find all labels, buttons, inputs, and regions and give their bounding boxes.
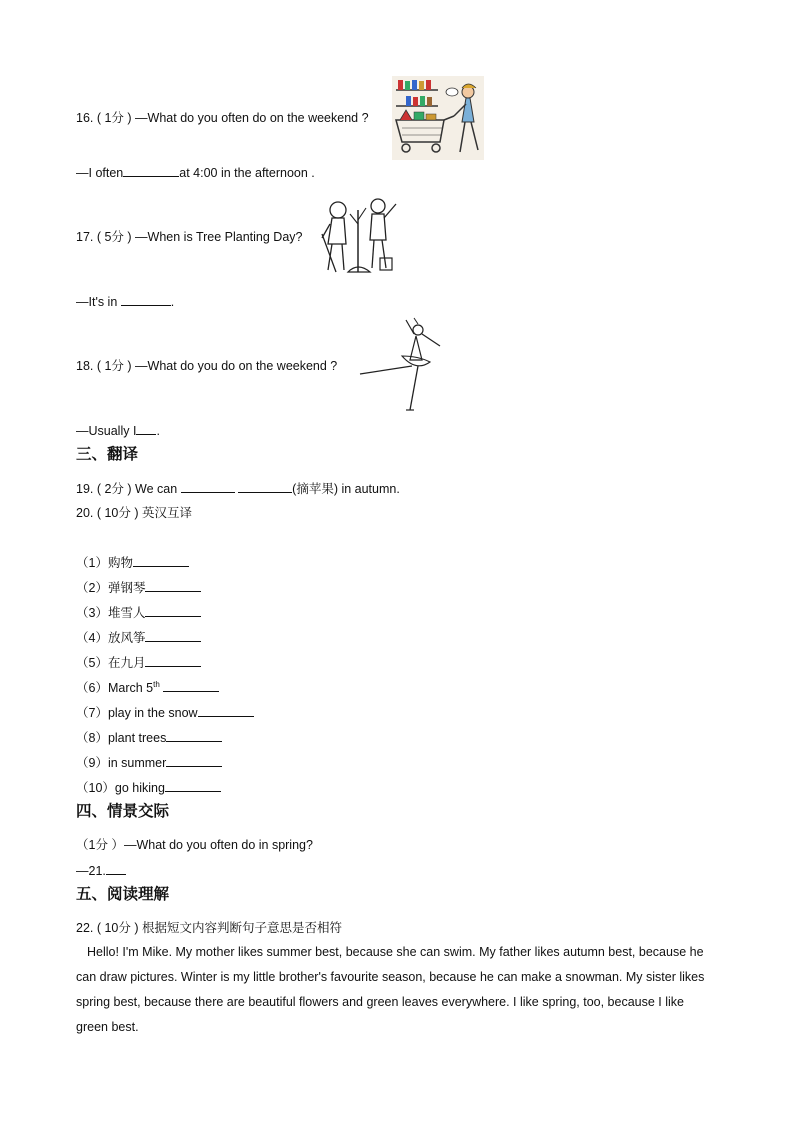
q19-prefix: 19. ( 2分 )	[76, 482, 136, 496]
q20-item	[76, 554, 189, 571]
item-number: （2）	[76, 581, 108, 595]
item-number: （4）	[76, 631, 108, 645]
q22-passage: Hello! I'm Mike. My mother likes summer best, because she can swim. My father likes autumn best, because he can draw pictures. Winter is my little brother's favourite season, because he can make a snowman. My sister likes spring best, because there are beautiful flowers and green leaves everywhere. I like spring, too, because I like green best.	[76, 945, 705, 1034]
q16-answer-after: at 4:00 in the afternoon .	[179, 166, 315, 180]
item-text: 弹钢琴	[107, 581, 146, 595]
q17-question-line	[76, 229, 303, 245]
q17-answer-blank[interactable]	[121, 293, 171, 306]
item-number: （7）	[76, 706, 108, 720]
q21-answer: —21.	[76, 864, 106, 878]
q17-answer-before: —It's in	[76, 295, 121, 309]
item-number: （1）	[76, 556, 108, 570]
q20-item	[76, 679, 219, 696]
q16-prefix: 16. ( 1分 )	[76, 111, 136, 125]
q20-item	[76, 779, 221, 796]
q18-answer-before: —Usually I	[76, 424, 137, 438]
item-blank[interactable]	[165, 779, 221, 792]
q16-answer-blank[interactable]	[123, 164, 179, 177]
item-blank[interactable]	[166, 729, 222, 742]
item-blank[interactable]	[198, 704, 254, 717]
ballet-dancer-illustration	[356, 316, 446, 414]
q17-question: —When is Tree Planting Day?	[135, 230, 303, 244]
q17-answer-after: .	[170, 295, 175, 309]
item-text: plant trees	[107, 731, 167, 745]
q18-prefix: 18. ( 1分 )	[76, 359, 136, 373]
q21-answer-line	[76, 862, 126, 879]
q21-answer-blank[interactable]	[106, 862, 126, 875]
q18-answer-line	[76, 422, 160, 439]
section-5-heading: 五、阅读理解	[76, 885, 170, 903]
item-blank[interactable]	[145, 579, 201, 592]
item-blank[interactable]	[145, 629, 201, 642]
section-3-heading: 三、翻译	[76, 445, 139, 463]
q21-question-line	[76, 837, 313, 853]
q22-instruction: 根据短文内容判断句子意思是否相符	[142, 921, 343, 935]
item-blank[interactable]	[133, 554, 189, 567]
q16-question: —What do you often do on the weekend ?	[135, 111, 369, 125]
q20-item	[76, 579, 201, 596]
item-blank[interactable]	[145, 604, 201, 617]
item-text: play in the snow	[107, 706, 198, 720]
q20-prefix: 20. ( 10分 )	[76, 506, 142, 520]
item-number: （9）	[76, 756, 108, 770]
item-text: in summer	[107, 756, 167, 770]
item-text: go hiking	[114, 781, 165, 795]
q18-question: —What do you do on the weekend ?	[135, 359, 338, 373]
q20-item	[76, 629, 201, 646]
item-number: （6）	[76, 681, 108, 695]
q20-item	[76, 704, 254, 721]
section-4-heading: 四、情景交际	[76, 802, 170, 820]
q21-prefix: （1分 ）	[76, 838, 124, 852]
item-text: 放风筝	[107, 631, 146, 645]
item-number: （8）	[76, 731, 108, 745]
shopping-cart-illustration	[392, 76, 484, 160]
q16-question-line	[76, 110, 369, 126]
item-superscript: th	[153, 679, 160, 689]
q19-hint: (摘苹果) in autumn.	[292, 482, 400, 496]
q16-answer-line	[76, 164, 315, 181]
q20-item	[76, 604, 201, 621]
tree-planting-illustration	[316, 194, 400, 276]
item-blank[interactable]	[163, 679, 219, 692]
item-number: （3）	[76, 606, 108, 620]
q20-item	[76, 654, 201, 671]
item-number: （10）	[76, 781, 115, 795]
q19-blank-1[interactable]	[181, 480, 235, 493]
item-text: 堆雪人	[107, 606, 146, 620]
q20-item	[76, 754, 222, 771]
q19-blank-2[interactable]	[238, 480, 292, 493]
q17-answer-line	[76, 293, 174, 310]
q22-prefix: 22. ( 10分 )	[76, 921, 142, 935]
q22-header	[76, 920, 342, 936]
item-text: 在九月	[107, 656, 146, 670]
item-blank[interactable]	[166, 754, 222, 767]
q20-header	[76, 505, 192, 521]
q17-prefix: 17. ( 5分 )	[76, 230, 136, 244]
q18-question-line	[76, 358, 337, 374]
q18-answer-after: .	[156, 424, 160, 438]
q16-answer-before: —I often	[76, 166, 124, 180]
q20-item	[76, 729, 222, 746]
q18-answer-blank[interactable]	[136, 422, 156, 435]
item-text: March 5	[107, 681, 154, 695]
q20-instruction: 英汉互译	[142, 506, 193, 520]
q19-line	[76, 480, 400, 497]
q21-question: —What do you often do in spring?	[123, 838, 313, 852]
q19-before: We can	[135, 482, 181, 496]
item-number: （5）	[76, 656, 108, 670]
item-text: 购物	[107, 556, 133, 570]
item-blank[interactable]	[145, 654, 201, 667]
